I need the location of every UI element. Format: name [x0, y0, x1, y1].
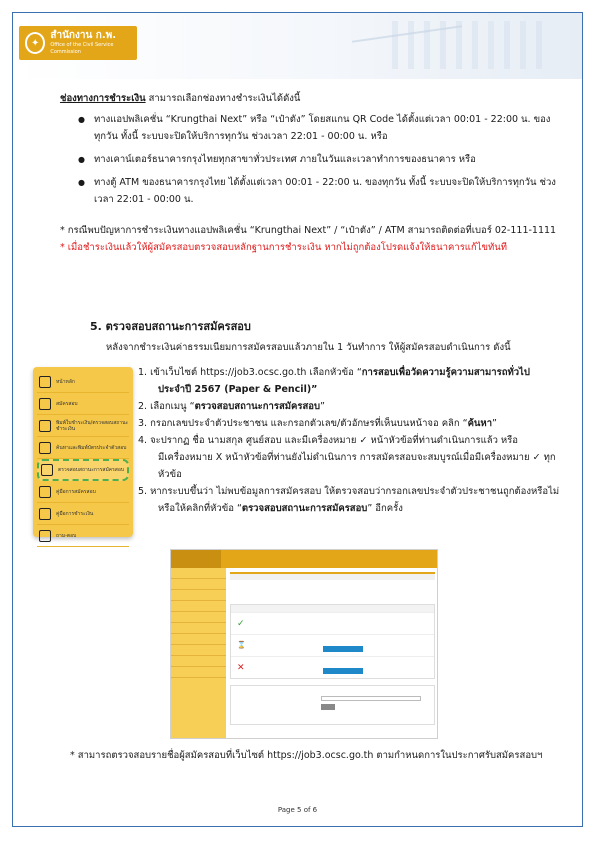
- bottom-note: * สามารถตรวจสอบรายชื่อผู้สมัครสอบที่เว็บไซต์ https://job3.ocsc.go.th ตามกำหนดการในประกาศรับสมัครสอบฯ: [70, 750, 543, 761]
- sidebar-item-payment-slip[interactable]: [37, 415, 129, 437]
- payment-note: * กรณีพบปัญหาการชำระเงินทางแอปพลิเคชั่น “Krungthai Next” / “เป๋าตัง” / ATM สามารถติดต่อที่เบอร์ 02-111-1111: [60, 225, 557, 236]
- checklist-icon: [41, 464, 53, 476]
- status-steps: [138, 364, 563, 517]
- sidebar-menu-illustration: [33, 367, 133, 537]
- step-5: 5. หากระบบขึ้นว่า ไม่พบข้อมูลการสมัครสอบ ให้ตรวจสอบว่ากรอกเลขประจำตัวประชาชนถูกต้องหรือไม่: [138, 486, 560, 497]
- sidebar-item-label: คู่มือการสมัครสอบ: [56, 488, 96, 495]
- sidebar-item-faq[interactable]: [37, 525, 129, 547]
- sidebar-item-payment-manual[interactable]: [37, 503, 129, 525]
- banner-decoration-line: [352, 25, 462, 79]
- inner-logo: [171, 550, 221, 568]
- sidebar-item-label: คู่มือการชำระเงิน: [56, 510, 94, 517]
- inner-status-table: [230, 604, 435, 679]
- step-1-cont: ประจำปี 2567 (Paper & Pencil)”: [158, 384, 318, 395]
- ocsc-logo: [19, 26, 137, 60]
- user-add-icon: [39, 398, 51, 410]
- id-card-icon: [39, 442, 51, 454]
- document-icon: [39, 420, 51, 432]
- table-row: [231, 612, 434, 634]
- payment-heading-line: [60, 90, 560, 107]
- sidebar-item-label: พิมพ์ใบชำระเงิน/ตรวจสอบสถานะชำระเงิน: [56, 419, 129, 432]
- section-title: 5. ตรวจสอบสถานะการสมัครสอบ: [90, 320, 251, 333]
- payment-intro: สามารถเลือกช่องทางชำระเงินได้ดังนี้: [145, 93, 301, 104]
- payment-list: [94, 111, 560, 208]
- sidebar-item-label: สมัครสอบ: [56, 400, 78, 407]
- sidebar-item-apply[interactable]: [37, 393, 129, 415]
- payment-section: [60, 90, 560, 256]
- logo-title: สำนักงาน ก.พ.: [50, 30, 117, 41]
- inner-button: [323, 668, 363, 674]
- chat-icon: [39, 530, 51, 542]
- step-3: 3. กรอกเลขประจำตัวประชาชน และกรอกตัวเลข/ตัวอักษรที่เห็นบนหน้าจอ คลิก “ค้นหา”: [138, 418, 497, 429]
- logo-subtitle: Office of the Civil Service Commission: [50, 42, 114, 55]
- payment-warning: * เมื่อชำระเงินแล้วให้ผู้สมัครสอบตรวจสอบหลักฐานการชำระเงิน หากไม่ถูกต้องโปรดแจ้งให้ธนาคารแก้ไขทันที: [60, 242, 507, 253]
- sidebar-item-label: ตรวจสอบสถานะการสมัครสอบ: [58, 467, 125, 473]
- book-icon: [39, 508, 51, 520]
- home-icon: [39, 376, 51, 388]
- sidebar-item-home[interactable]: [37, 371, 129, 393]
- inner-sidebar: [171, 568, 226, 739]
- inner-main: [230, 572, 435, 736]
- table-row: [231, 634, 434, 656]
- sidebar-item-check-status[interactable]: [37, 459, 129, 481]
- sidebar-item-apply-manual[interactable]: [37, 481, 129, 503]
- list-item: ● ทางแอปพลิเคชั่น “Krungthai Next” หรือ “เป๋าตัง” โดยสแกน QR Code ได้ตั้งแต่เวลา 00:01 - 22:00 น. ของทุกวัน ทั้งนี้ ระบบจะปิดให้บริการทุกวัน ช่วงเวลา 22:01 - 00:00 น. หรือ: [94, 111, 560, 145]
- cross-icon: ✕: [237, 663, 245, 673]
- section-intro: หลังจากชำระเงินค่าธรรมเนียมการสมัครสอบแล้วภายใน 1 วันทำการ ให้ผู้สมัครสอบดำเนินการ ดังนี้: [106, 342, 511, 353]
- sidebar-item-label: ถาม-ตอบ: [56, 532, 77, 539]
- hourglass-icon: ⌛: [237, 641, 246, 649]
- sidebar-item-label: หน้าหลัก: [56, 378, 75, 385]
- captcha-image: [321, 704, 335, 710]
- inner-button: [323, 646, 363, 652]
- step-1: 1. เข้าเว็บไซต์ https://job3.ocsc.go.th เลือกหัวข้อ “การสอบเพื่อวัดความรู้ความสามารถทั่วไป: [138, 367, 530, 378]
- inner-topbar: [171, 550, 437, 568]
- inner-panel-header: [230, 572, 435, 580]
- status-page-screenshot: [170, 549, 438, 739]
- list-item: ● ทางตู้ ATM ของธนาคารกรุงไทย ได้ตั้งแต่เวลา 00:01 - 22:00 น. ของทุกวัน ทั้งนี้ ระบบจะปิดให้บริการทุกวัน ช่วงเวลา 22:01 - 00:00 น.: [94, 174, 560, 208]
- emblem-icon: ✦: [25, 32, 45, 54]
- book-icon: [39, 486, 51, 498]
- step-4: 4. จะปรากฏ ชื่อ นามสกุล ศูนย์สอบ และมีเครื่องหมาย ✓ หน้าหัวข้อที่ท่านดำเนินการแล้ว หรือ: [138, 435, 518, 446]
- check-icon: ✓: [237, 619, 245, 629]
- inner-search-panel: [230, 685, 435, 725]
- step-4-cont: มีเครื่องหมาย X หน้าหัวข้อที่ท่านยังไม่ดำเนินการ การสมัครสอบจะสมบูรณ์เมื่อมีเครื่องหมาย ✓ ทุกหัวข้อ: [158, 452, 556, 480]
- step-5-cont: หรือให้คลิกที่หัวข้อ “ตรวจสอบสถานะการสมัครสอบ” อีกครั้ง: [158, 503, 403, 514]
- list-item: ● ทางเคาน์เตอร์ธนาคารกรุงไทยทุกสาขาทั่วประเทศ ภายในวันและเวลาทำการของธนาคาร หรือ: [94, 151, 560, 168]
- table-row: [231, 656, 434, 678]
- page-number: Page 5 of 6: [277, 806, 318, 814]
- sidebar-item-exam-card[interactable]: [37, 437, 129, 459]
- sidebar-item-label: ค้นหาและพิมพ์บัตรประจำตัวสอบ: [56, 444, 127, 451]
- payment-channels-title: ช่องทางการชำระเงิน: [60, 93, 146, 104]
- step-2: 2. เลือกเมนู “ตรวจสอบสถานะการสมัครสอบ”: [138, 401, 325, 412]
